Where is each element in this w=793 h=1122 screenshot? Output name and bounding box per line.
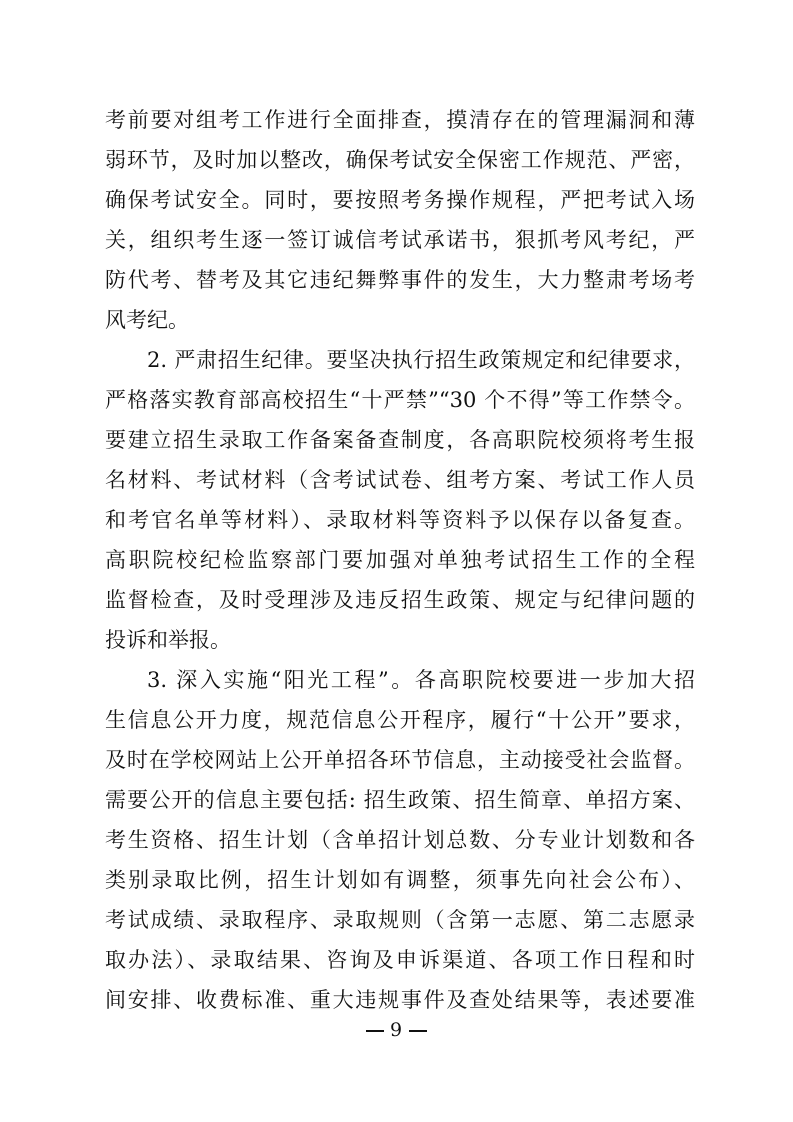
page-number-dash-right	[409, 1030, 427, 1032]
text-line: 考试成绩、录取程序、录取规则（含第一志愿、第二志愿录	[105, 908, 695, 932]
text-line: 严格落实教育部高校招生“十严禁”“30 个不得”等工作禁令。	[105, 388, 695, 412]
text-line: 考前要对组考工作进行全面排查，摸清存在的管理漏洞和薄	[105, 108, 695, 132]
page-number-dash-left	[366, 1030, 384, 1032]
text-line: 生信息公开力度，规范信息公开程序，履行“十公开”要求，	[105, 708, 695, 732]
page-number	[0, 1018, 793, 1042]
text-line: 投诉和举报。	[105, 628, 231, 652]
text-line: 和考官名单等材料）、录取材料等资料予以保存以备复查。	[105, 508, 695, 532]
text-line: 弱环节，及时加以整改，确保考试安全保密工作规范、严密，	[105, 148, 695, 172]
body-text	[105, 100, 695, 1020]
text-line: 需要公开的信息主要包括: 招生政策、招生简章、单招方案、	[105, 788, 695, 812]
text-line: 防代考、替考及其它违纪舞弊事件的发生，大力整肃考场考	[105, 268, 695, 292]
page-number-value: 9	[389, 1019, 404, 1041]
text-line: 高职院校纪检监察部门要加强对单独考试招生工作的全程	[105, 548, 695, 572]
text-line: 风考纪。	[105, 308, 189, 332]
text-line: 间安排、收费标准、重大违规事件及查处结果等，表述要准	[105, 988, 695, 1012]
text-line: 3. 深入实施“阳光工程”。各高职院校要进一步加大招	[147, 668, 695, 692]
text-line: 2. 严肃招生纪律。要坚决执行招生政策规定和纪律要求，	[147, 348, 695, 372]
text-line: 取办法）、录取结果、咨询及申诉渠道、各项工作日程和时	[105, 948, 695, 972]
text-line: 类别录取比例，招生计划如有调整，须事先向社会公布）、	[105, 868, 695, 892]
text-line: 考生资格、招生计划（含单招计划总数、分专业计划数和各	[105, 828, 695, 852]
text-line: 名材料、考试材料（含考试试卷、组考方案、考试工作人员	[105, 468, 695, 492]
text-line: 要建立招生录取工作备案备查制度，各高职院校须将考生报	[105, 428, 695, 452]
text-line: 及时在学校网站上公开单招各环节信息，主动接受社会监督。	[105, 748, 695, 772]
text-line: 确保考试安全。同时，要按照考务操作规程，严把考试入场	[105, 188, 695, 212]
text-line: 关，组织考生逐一签订诚信考试承诺书，狠抓考风考纪，严	[105, 228, 695, 252]
text-line: 监督检查，及时受理涉及违反招生政策、规定与纪律问题的	[105, 588, 695, 612]
